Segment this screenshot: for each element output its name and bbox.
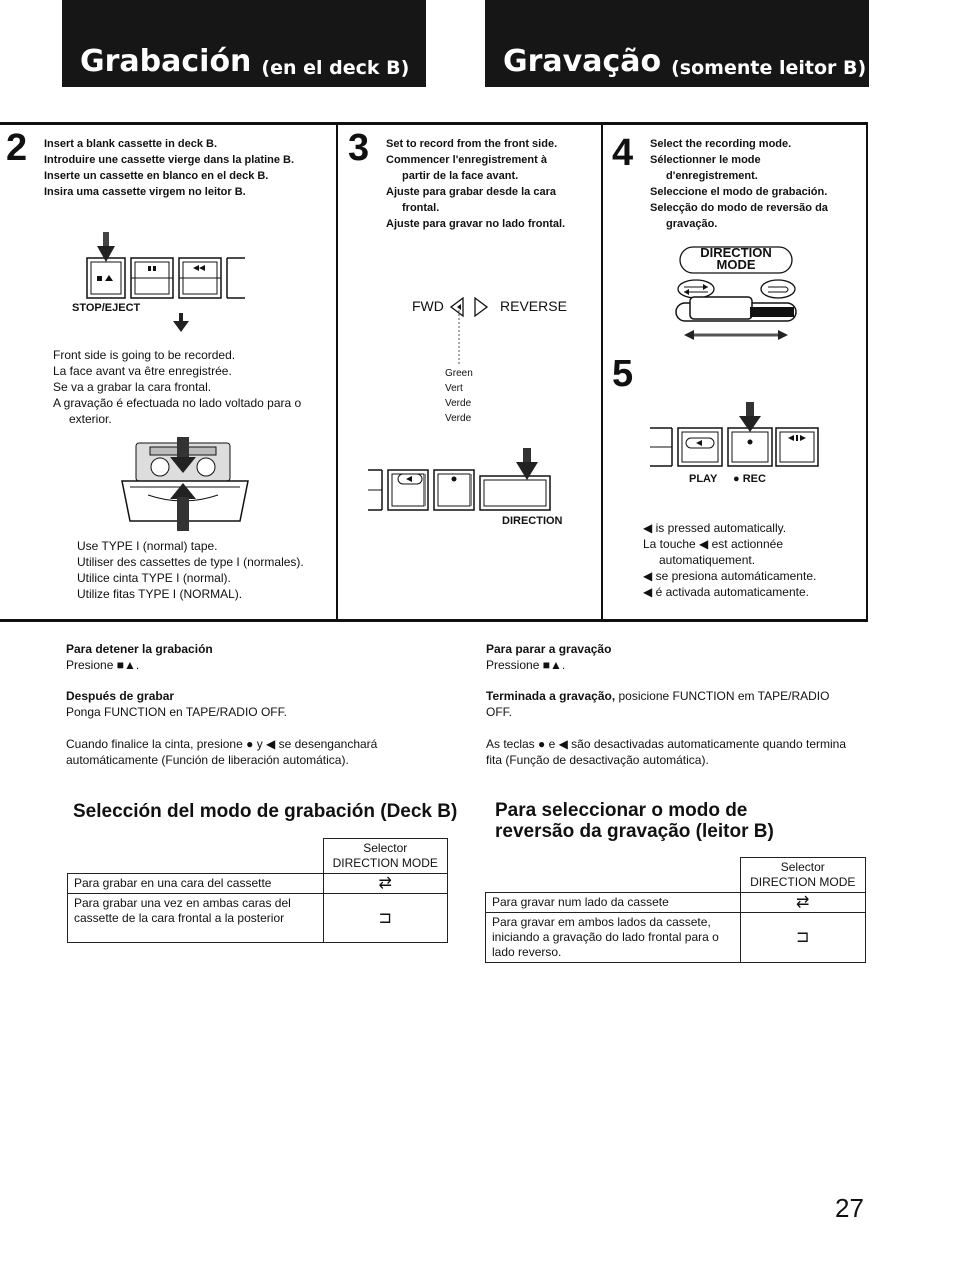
stop-eject-label: STOP/EJECT [72, 302, 141, 314]
table-row [486, 913, 866, 963]
note-title: Para detener la grabación [66, 642, 213, 656]
fwd-label: FWD [412, 298, 444, 314]
table-row [68, 874, 448, 894]
step-2-instructions [44, 136, 294, 200]
note-text: posicione FUNCTION em TAPE/RADIO [615, 689, 830, 703]
instruction-line: Ajuste para gravar no lado frontal. [386, 218, 566, 230]
divider-1 [336, 122, 338, 619]
auto-press-notes [643, 520, 816, 600]
direction-indicator-icon [447, 296, 489, 366]
instruction-line: Seleccione el modo de grabación. [650, 186, 828, 198]
cassette-insert-illustration [118, 437, 253, 532]
both-sides-mode-icon: ⊐ [740, 913, 866, 963]
one-side-mode-icon: ⇄ [323, 874, 448, 894]
instruction-line: Sélectionner le mode [650, 154, 761, 166]
color-label: Verde [445, 398, 472, 409]
text-line: La touche ◀ est actionnée [643, 537, 783, 551]
header-subtitle-es: (en el deck B) [261, 57, 410, 79]
text-line: Se va a grabar la cara frontal. [53, 380, 212, 394]
note-line: As teclas ● e ◀ são desactivadas automaticamente quando termina [486, 737, 847, 751]
table-row [486, 893, 866, 913]
rec-label: ● REC [733, 473, 766, 485]
switch-label-line: MODE [716, 257, 756, 272]
selector-header: Selector DIRECTION MODE [740, 858, 866, 893]
header-subtitle-pt: (somente leitor B) [671, 57, 867, 79]
instruction-line: Selecção do modo de reversão da [650, 202, 828, 214]
instruction-line: gravação. [666, 218, 718, 230]
step-3-instructions [386, 136, 565, 232]
divider-3 [866, 122, 868, 619]
both-sides-mode-icon: ⊐ [323, 894, 448, 943]
text-line: La face avant va être enregistrée. [53, 364, 232, 378]
table-header-row [68, 839, 448, 874]
note-line: fita (Função de desactivação automática). [486, 752, 709, 767]
instruction-line: Ajuste para grabar desde la cara [386, 186, 556, 198]
header-title-pt: Gravação [503, 44, 662, 79]
step-5-number: 5 [612, 353, 634, 395]
note-line: automáticamente (Función de liberación automática). [66, 752, 349, 767]
deck-buttons-illustration [85, 232, 255, 302]
green-color-labels [445, 366, 473, 426]
row-description: Para gravar em ambos lados da cassete, iniciando a gravação do lado frontal para o lado reverso. [486, 913, 741, 963]
instruction-line: Insert a blank cassette in deck B. [44, 138, 218, 150]
tape-type-text [77, 538, 304, 602]
note-title: Para parar a gravação [486, 642, 612, 656]
note-text: OFF. [486, 704, 512, 719]
instruction-line: Insira uma cassette virgem no leitor B. [44, 186, 246, 198]
table-header-row [486, 858, 866, 893]
direction-button-illustration [368, 446, 568, 512]
play-label: PLAY [689, 473, 718, 485]
note-line: Cuando finalice la cinta, presione ● y ◀ se desenganchará [66, 737, 378, 751]
text-line: ◀ is pressed automatically. [643, 521, 787, 535]
color-label: Vert [445, 383, 463, 394]
mode-table-es [67, 838, 448, 943]
note-title: Después de grabar [66, 689, 175, 703]
text-line: ◀ é activada automaticamente. [643, 585, 809, 599]
instruction-line: frontal. [402, 202, 440, 214]
step-4-number: 4 [612, 132, 634, 174]
selector-header: Selector DIRECTION MODE [323, 839, 448, 874]
play-rec-buttons-illustration [650, 402, 825, 470]
after-recording-note-es [66, 689, 287, 720]
stop-recording-note-pt [486, 642, 611, 673]
section-title-pt [495, 800, 774, 842]
instruction-line: Set to record from the front side. [386, 138, 558, 150]
instruction-line: Inserte un cassette en blanco en el deck B. [44, 170, 269, 182]
reverse-label: REVERSE [500, 298, 567, 314]
color-label: Green [445, 368, 473, 379]
direction-button-label: DIRECTION [502, 515, 563, 527]
down-arrow-icon [171, 313, 191, 333]
divider-2 [601, 122, 603, 619]
text-line: Utilice cinta TYPE I (normal). [77, 571, 231, 585]
row-description: Para grabar una vez en ambas caras del cassette de la cara frontal a la posterior [68, 894, 324, 943]
header-spanish [62, 0, 426, 87]
text-line: automatiquement. [659, 553, 756, 567]
step-2-number: 2 [6, 127, 28, 169]
instruction-line: Introduire une cassette vierge dans la platine B. [44, 154, 295, 166]
note-text: Ponga FUNCTION en TAPE/RADIO OFF. [66, 704, 287, 719]
auto-release-note-es [66, 737, 377, 768]
section-title-es: Selección del modo de grabación (Deck B) [73, 801, 458, 822]
table-row [68, 894, 448, 943]
text-line: exterior. [69, 412, 112, 426]
switch-label-line: DIRECTION [700, 245, 772, 260]
auto-release-note-pt [486, 737, 846, 768]
text-line: Utilize fitas TYPE I (NORMAL). [77, 587, 243, 601]
text-line: Utiliser des cassettes de type I (normales). [77, 555, 304, 569]
text-line: Front side is going to be recorded. [53, 348, 236, 362]
row-description: Para grabar en una cara del cassette [68, 874, 324, 894]
step-4-instructions [650, 136, 828, 232]
title-line: Para seleccionar o modo de [495, 800, 748, 821]
instruction-line: Select the recording mode. [650, 138, 792, 150]
direction-mode-label [676, 247, 796, 271]
page-number: 27 [835, 1193, 864, 1223]
note-title: Terminada a gravação, [486, 689, 616, 703]
note-text: Presione ■▲. [66, 657, 140, 672]
title-line: reversão da gravação (leitor B) [495, 821, 774, 842]
header-title-es: Grabación [80, 44, 252, 79]
step-3-number: 3 [348, 127, 370, 169]
header-portuguese [485, 0, 869, 87]
text-line: A gravação é efectuada no lado voltado para o [53, 396, 302, 410]
front-side-text [53, 347, 301, 427]
row-description: Para gravar num lado da cassete [486, 893, 741, 913]
stop-recording-note-es [66, 642, 213, 673]
note-text: Pressione ■▲. [486, 657, 566, 672]
instruction-line: Commencer l'enregistrement à [386, 154, 547, 166]
instruction-line: d'enregistrement. [666, 170, 758, 182]
mode-table-pt [485, 857, 866, 963]
color-label: Verde [445, 413, 472, 424]
after-recording-note-pt [486, 689, 829, 720]
text-line: ◀ se presiona automáticamente. [643, 569, 817, 583]
one-side-mode-icon: ⇄ [740, 893, 866, 913]
instruction-line: partir de la face avant. [402, 170, 519, 182]
text-line: Use TYPE I (normal) tape. [77, 539, 218, 553]
